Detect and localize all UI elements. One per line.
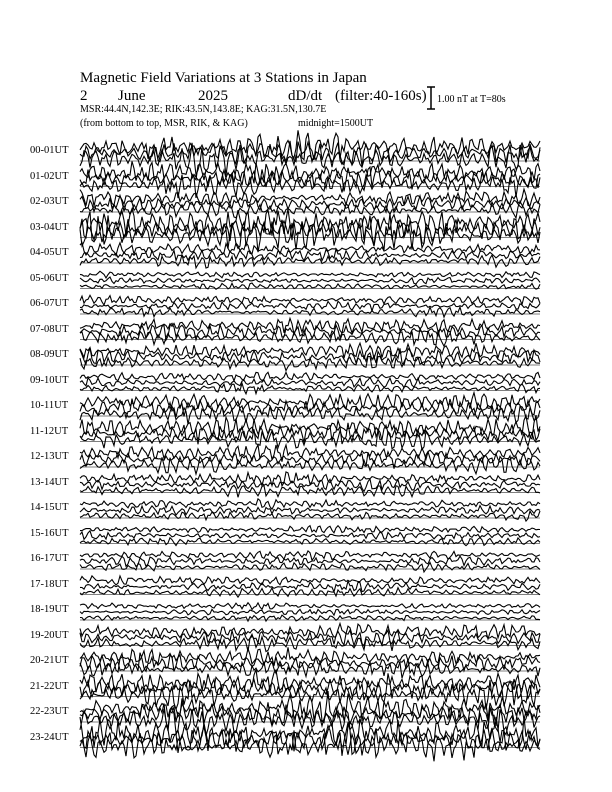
trace-rik: [80, 556, 540, 566]
hour-label: 04-05UT: [30, 247, 69, 258]
trace-kag: [80, 271, 540, 278]
scale-bar: [427, 87, 435, 109]
component-label: dD/dt: [288, 88, 323, 104]
date-year: 2025: [198, 88, 228, 104]
hour-row: [80, 624, 540, 652]
trace-msr: [80, 329, 540, 347]
hour-row: [80, 647, 540, 678]
hour-row: [80, 372, 540, 394]
trace-msr: [80, 659, 540, 678]
trace-rik: [80, 609, 540, 615]
hour-label: 15-16UT: [30, 527, 69, 539]
hour-label: 09-10UT: [30, 374, 69, 386]
hour-label: 23-24UT: [30, 731, 69, 743]
hour-row: [80, 445, 540, 474]
hour-label: 22-23UT: [30, 706, 69, 717]
hour-label: 18-19UT: [30, 604, 69, 615]
trace-rik: [80, 581, 540, 592]
hour-label: 12-13UT: [30, 451, 69, 462]
hour-label: 03-04UT: [30, 221, 69, 233]
hour-row: [80, 318, 540, 346]
hour-label: 08-09UT: [30, 349, 69, 360]
trace-kag: [80, 415, 540, 439]
trace-rik: [80, 531, 540, 540]
hour-label: 02-03UT: [30, 196, 69, 207]
hour-row: [80, 603, 540, 621]
date-day: 2: [80, 88, 88, 104]
hour-label: 19-20UT: [30, 629, 69, 641]
hour-label: 05-06UT: [30, 272, 69, 284]
hour-row: [80, 415, 540, 449]
scale-label: 1.00 nT at T=80s: [437, 94, 506, 105]
hour-label: 13-14UT: [30, 476, 69, 488]
hour-label: 14-15UT: [30, 502, 69, 513]
trace-kag: [80, 526, 540, 533]
hour-label: 01-02UT: [30, 170, 69, 182]
trace-msr: [80, 562, 540, 572]
trace-rik: [80, 277, 540, 284]
hour-label: 16-17UT: [30, 553, 69, 564]
trace-msr: [80, 255, 540, 269]
trace-rik: [80, 323, 540, 340]
hour-row: [80, 343, 540, 371]
trace-kag: [80, 189, 540, 206]
hour-row: [80, 189, 540, 218]
trace-msr: [80, 201, 540, 218]
hour-label: 20-21UT: [30, 655, 69, 666]
hour-row: [80, 499, 540, 521]
hour-row: [80, 551, 540, 572]
hour-label: 17-18UT: [30, 578, 69, 590]
hour-label: 11-12UT: [30, 425, 69, 437]
hour-row: [80, 393, 540, 425]
hour-label: 00-01UT: [30, 145, 69, 156]
trace-rik: [80, 698, 540, 728]
hour-label: 06-07UT: [30, 298, 69, 309]
station-order: (from bottom to top, MSR, RIK, & KAG): [80, 118, 248, 129]
hour-row: [80, 576, 540, 597]
trace-kag: [80, 372, 540, 381]
hour-label: 07-08UT: [30, 323, 69, 335]
trace-msr: [80, 538, 540, 546]
hour-row: [80, 209, 540, 252]
hour-row: [80, 472, 540, 497]
trace-msr: [80, 307, 540, 317]
hour-row: [80, 717, 540, 762]
filter-label: (filter:40-160s): [335, 88, 427, 104]
hour-row: [80, 295, 540, 317]
trace-msr: [80, 383, 540, 394]
trace-kag: [80, 499, 540, 509]
station-coordinates: MSR:44.4N,142.3E; RIK:43.5N,143.8E; KAG:31.5N,130.7E: [80, 104, 327, 115]
hour-row: [80, 130, 540, 175]
trace-msr: [80, 511, 540, 521]
trace-msr: [80, 588, 540, 597]
trace-rik: [80, 212, 540, 246]
chart-title: Magnetic Field Variations at 3 Stations in Japan: [80, 70, 367, 86]
hour-row: [80, 243, 540, 268]
hour-row: [80, 670, 540, 710]
date-month: June: [118, 88, 146, 104]
hour-row: [80, 271, 540, 289]
midnight-note: midnight=1500UT: [298, 118, 374, 129]
trace-kag: [80, 472, 540, 486]
trace-kag: [80, 603, 540, 610]
hour-label: 10-11UT: [30, 400, 69, 411]
trace-msr: [80, 485, 540, 497]
hour-row: [80, 526, 540, 546]
hour-row: [80, 161, 540, 198]
hour-label: 21-22UT: [30, 680, 69, 692]
